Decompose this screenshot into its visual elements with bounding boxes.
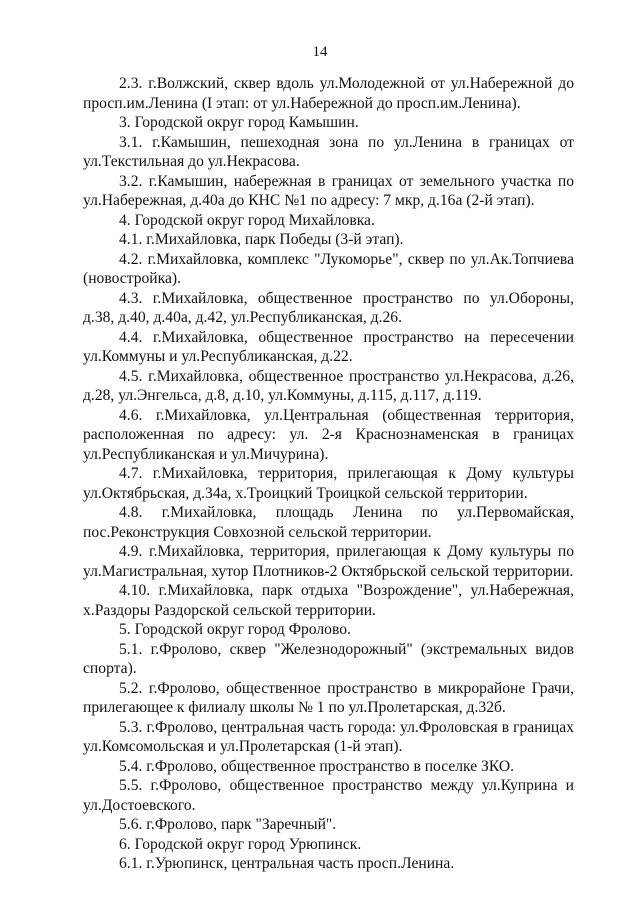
paragraph: 4.9. г.Михайловка, территория, прилегающая к Дому культуры по ул.Магистральная, хутор Плотников-2 Октябрьской сельской территории. xyxy=(83,543,574,580)
paragraph: 4.1. г.Михайловка, парк Победы (3-й этап). xyxy=(119,231,404,248)
paragraph: 3.2. г.Камышин, набережная в границах от земельного участка по ул.Набережная, д.40а до КНС №1 по адресу: 7 мкр, д.16а (2-й этап). xyxy=(83,172,574,209)
paragraph: 5.4. г.Фролово, общественное пространство в поселке ЗКО. xyxy=(119,757,515,775)
paragraph: 4. Городской округ город Михайловка. xyxy=(119,211,375,229)
page-number: 14 xyxy=(312,44,328,60)
paragraph: 4.7. г.Михайловка, территория, прилегающая к Дому культуры ул.Октябрьская, д.34а, х.Троицкий Троицкой сельской территории. xyxy=(83,465,574,502)
paragraph: 5. Городской округ город Фролово. xyxy=(119,621,351,638)
paragraph: 6.1. г.Урюпинск, центральная часть просп.Ленина. xyxy=(119,855,455,872)
paragraph: 5.6. г.Фролово, парк "Заречный". xyxy=(119,816,337,833)
paragraph: 5.2. г.Фролово, общественное пространство в микрорайоне Грачи, прилегающее к филиалу школы № 1 по ул.Пролетарская, д.32б. xyxy=(83,679,574,716)
document-body xyxy=(83,74,574,874)
paragraph: 6. Городской округ город Урюпинск. xyxy=(119,835,362,853)
paragraph: 5.3. г.Фролово, центральная часть города: ул.Фроловская в границах ул.Комсомольская и ул.Пролетарская (1-й этап). xyxy=(83,718,574,755)
paragraph: 4.10. г.Михайловка, парк отдыха "Возрождение", ул.Набережная, х.Раздоры Раздорской сельской территории. xyxy=(83,582,574,619)
paragraph: 4.5. г.Михайловка, общественное пространство ул.Некрасова, д.26, д.28, ул.Энгельса, д.8, д.10, ул.Коммуны, д.115, д.117, д.119. xyxy=(83,367,574,404)
paragraph: 4.6. г.Михайловка, ул.Центральная (общественная территория, расположенная по адресу: ул. 2-я Краснознаменская в границах ул.Республиканская и ул.Мичурина). xyxy=(83,406,574,463)
paragraph: 5.1. г.Фролово, сквер "Железнодорожный" (экстремальных видов спорта). xyxy=(83,640,574,677)
paragraph: 2.3. г.Волжский, сквер вдоль ул.Молодежной от ул.Набережной до просп.им.Ленина (I этап: от ул.Набережной до просп.им.Ленина). xyxy=(83,75,574,112)
paragraph: 3.1. г.Камышин, пешеходная зона по ул.Ленина в границах от ул.Текстильная до ул.Некрасова. xyxy=(83,133,574,170)
paragraph: 4.8. г.Михайловка, площадь Ленина по ул.Первомайская, пос.Реконструкция Совхозной сельской территории. xyxy=(83,504,574,541)
paragraph: 4.4. г.Михайловка, общественное пространство на пересечении ул.Коммуны и ул.Республиканская, д.22. xyxy=(83,328,574,365)
paragraph: 3. Городской округ город Камышин. xyxy=(119,114,359,131)
paragraph: 4.3. г.Михайловка, общественное пространство по ул.Обороны, д.38, д.40, д.40а, д.42, ул.Республиканская, д.26. xyxy=(83,289,574,326)
paragraph: 5.5. г.Фролово, общественное пространство между ул.Куприна и ул.Достоевского. xyxy=(83,777,574,814)
paragraph: 4.2. г.Михайловка, комплекс "Лукоморье", сквер по ул.Ак.Топчиева (новостройка). xyxy=(83,250,574,287)
